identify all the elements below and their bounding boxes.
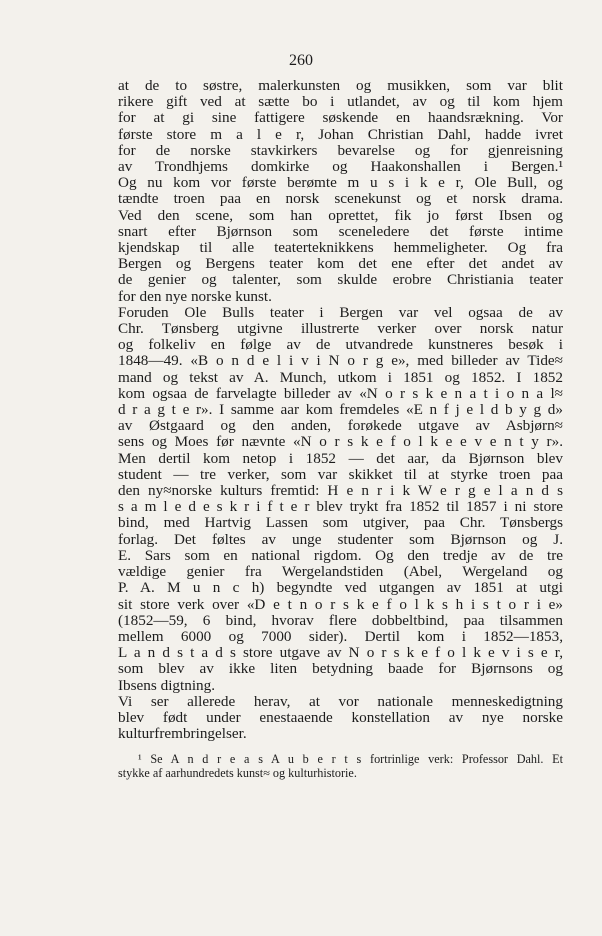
text-line: første store m a l e r, Johan Christian Dahl, hadde ivret	[118, 125, 563, 143]
text-line: Vi ser allerede herav, at vor nationale menneskedigtning	[118, 692, 563, 710]
text-line: mand og tekst av A. Munch, utkom i 1851 og 1852. I 1852	[118, 368, 563, 386]
text-line: snart efter Bjørnson som sceneledere det første intime	[118, 222, 563, 240]
text-line: Ved den scene, som han oprettet, fik jo først Ibsen og	[118, 206, 563, 224]
text-line: P. A. M u n c h) begyndte ved utgangen av 1851 at utgi	[118, 579, 563, 597]
text-line: Men dertil kom netop i 1852 — det aar, da Bjørnson blev	[118, 449, 563, 467]
footnote-line: stykke af aarhundredets kunst≈ og kulturhistorie.	[118, 766, 357, 781]
text-line: 1848—49. «B o n d e l i v i N o r g e», med billeder av Tide≈	[118, 352, 563, 370]
text-line: L a n d s t a d s store utgave av N o r s k e f o l k e v i s e r,	[118, 644, 563, 662]
text-line: kulturfrembringelser.	[118, 725, 247, 743]
text-line: rikere gift ved at sætte bo i utlandet, av og til kom hjem	[118, 93, 563, 111]
text-line: for de norske stavkirkers bevarelse og for gjenreisning	[118, 141, 563, 159]
text-line: tændte troen paa en norsk scenekunst og et norsk drama.	[118, 190, 563, 208]
text-line: for den nye norske kunst.	[118, 287, 272, 305]
text-line: s a m l e d e s k r i f t e r blev trykt fra 1852 til 1857 i ni store	[118, 498, 563, 516]
text-line: og folkeliv en følge av de utvandrede kunstneres besøk i	[118, 336, 563, 354]
text-line: blev født under enestaaende konstellation av nye norske	[118, 708, 563, 726]
text-line: de genier og talenter, som skulde erobre Christiania teater	[118, 271, 563, 289]
text-line: (1852—59, 6 bind, hvorav flere dobbeltbind, paa tilsammen	[118, 611, 563, 629]
text-line: student — tre verker, som var skikket til at styrke troen paa	[118, 465, 563, 483]
text-line: kjendskap til alle teaterteknikkens hemmeligheter. Og fra	[118, 239, 563, 257]
text-line: sens og Moes før nævnte «N o r s k e f o l k e e v e n t y r».	[118, 433, 563, 451]
text-line: vældige genier fra Wergelandstiden (Abel, Wergeland og	[118, 563, 563, 581]
text-line: mellem 6000 og 7000 sider). Dertil kom i 1852—1853,	[118, 627, 563, 645]
text-line: Foruden Ole Bulls teater i Bergen var vel ogsaa de av	[118, 303, 563, 321]
body-paragraphs	[118, 78, 563, 742]
text-line: E. Sars som en national rigdom. Og den tredje av de tre	[118, 546, 563, 564]
page-number: 260	[289, 52, 313, 69]
body-text	[118, 78, 563, 780]
text-line: bind, med Hartvig Lassen som utgiver, paa Chr. Tønsbergs	[118, 514, 563, 532]
text-line: kom ogsaa de farvelagte billeder av «N o r s k e n a t i o n a l≈	[118, 384, 563, 402]
text-line: Bergen og Bergens teater kom det ene efter det andet av	[118, 255, 563, 273]
text-line: d r a g t e r». I samme aar kom fremdeles «E n f j e l d b y g d»	[118, 401, 563, 419]
text-line: av Østgaard og den anden, forøkede utgave av Asbjørn≈	[118, 417, 563, 435]
text-line: av Trondhjems domkirke og Haakonshallen i Bergen.¹	[118, 158, 563, 176]
text-line: den ny≈norske kulturs fremtid: H e n r i k W e r g e l a n d s	[118, 482, 563, 500]
text-line: at de to søstre, malerkunsten og musikken, som var blit	[118, 77, 563, 94]
text-line: sit store verk over «D e t n o r s k e f o l k s h i s t o r i e»	[118, 595, 563, 613]
text-line: Chr. Tønsberg utgivne illustrerte verker over norsk natur	[118, 320, 563, 338]
text-line: Ibsens digtning.	[118, 676, 216, 694]
text-line: Og nu kom vor første berømte m u s i k e r, Ole Bull, og	[118, 174, 563, 192]
text-line: forlag. Det føltes av unge studenter som Bjørnson og J.	[118, 530, 563, 548]
text-line: for at gi sine fattigere søskende en haandsrækning. Vor	[118, 109, 563, 127]
text-line: som blev av ikke liten betydning baade for Bjørnsons og	[118, 660, 563, 678]
footnote	[118, 752, 563, 780]
footnote-line: ¹ Se A n d r e a s A u b e r t s fortrinlige verk: Professor Dahl. Et	[138, 752, 563, 767]
